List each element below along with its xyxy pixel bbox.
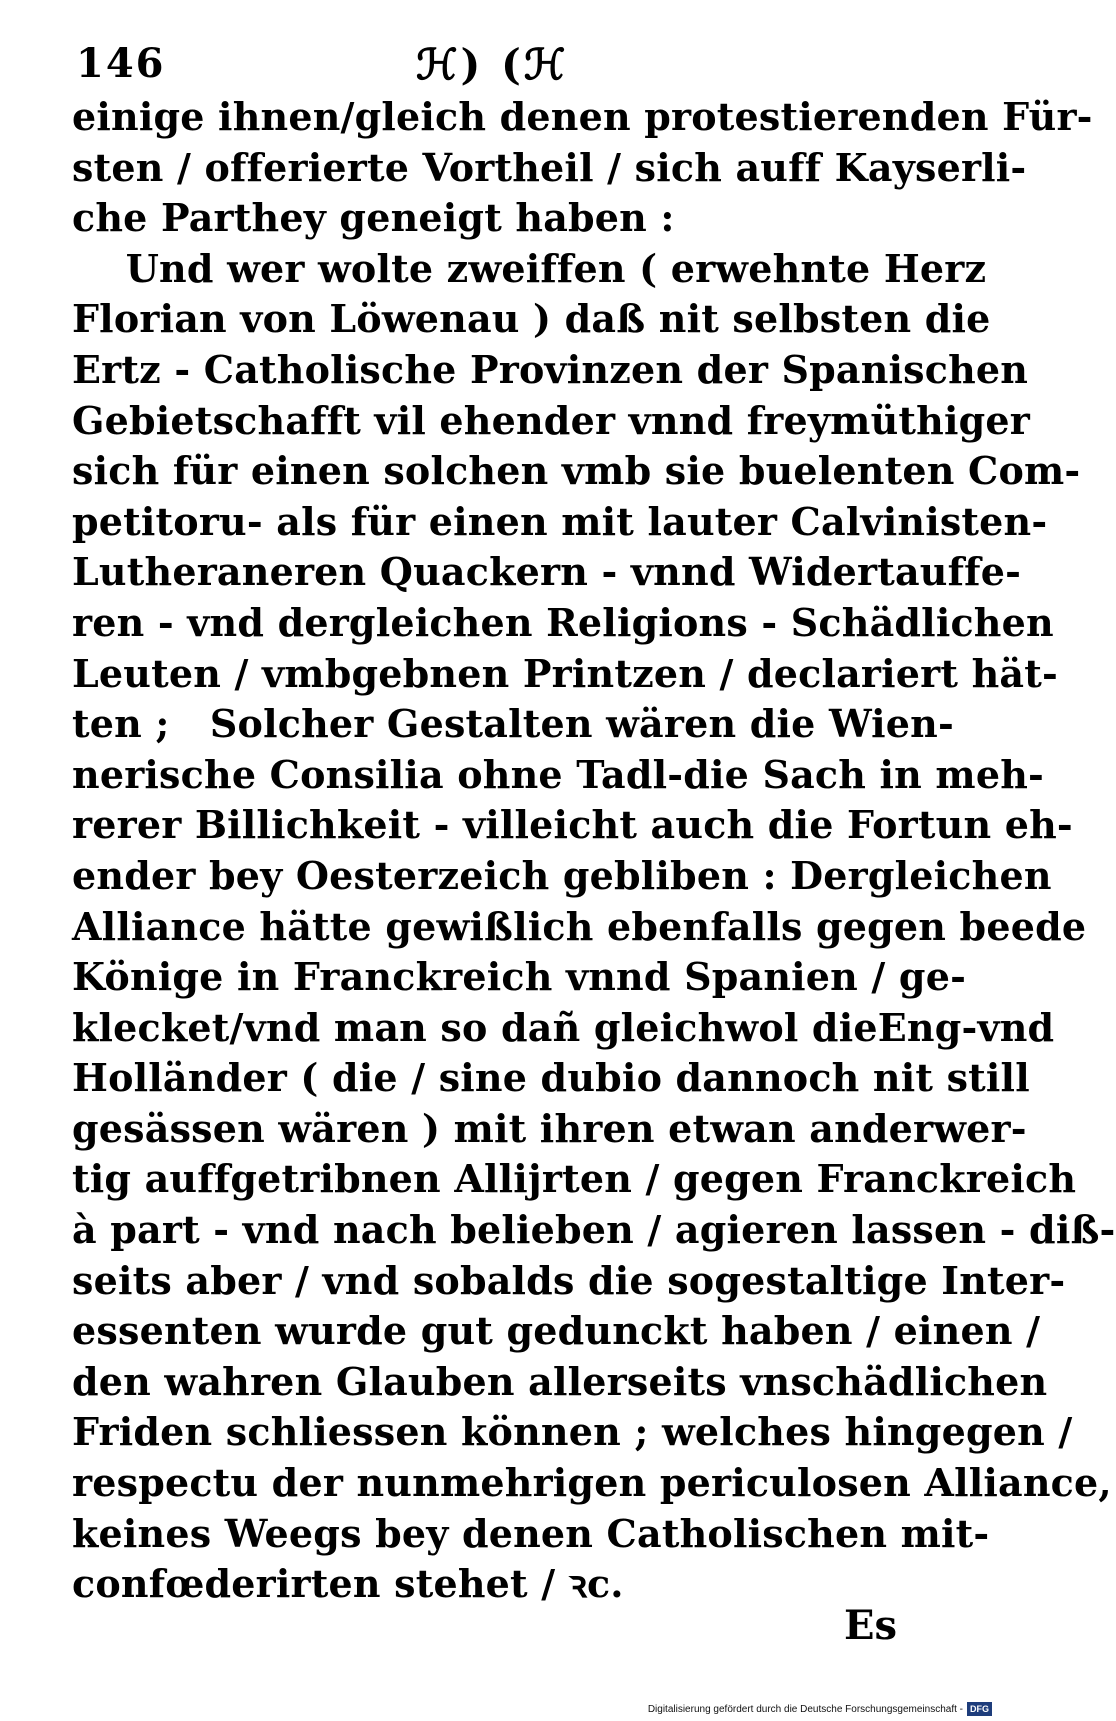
text-line: Ertz - Catholische Provinzen der Spanischen [72, 346, 1029, 392]
header-ornament: ℋ) (ℋ [416, 40, 569, 89]
text-line: nerische Consilia ohne Tadl-die Sach in meh- [72, 751, 1044, 797]
text-line: tig auffgetribnen Allijrten / gegen Franckreich [72, 1156, 1077, 1202]
digitization-footer [648, 1701, 992, 1717]
text-line: sich für einen solchen vmb sie buelenten Com- [72, 448, 1081, 494]
text-line: ren - vnd dergleichen Religions - Schädlichen [72, 599, 1054, 645]
text-line: che Parthey geneigt haben : [72, 195, 675, 241]
text-line: gesässen wären ) mit ihren etwan anderwer- [72, 1105, 1027, 1151]
text-line: seits aber / vnd sobalds die sogestaltige Inter- [72, 1257, 1066, 1303]
page-number: 146 [76, 40, 166, 87]
text-line: sten / offerierte Vortheil / sich auff Kayserli- [72, 144, 1027, 190]
text-line: Lutheraneren Quackern - vnnd Widertauffe- [72, 549, 1022, 595]
body-text [72, 92, 1116, 1610]
text-line: essenten wurde gut gedunckt haben / einen / [72, 1308, 1041, 1354]
text-line: den wahren Glauben allerseits vnschädlichen [72, 1358, 1048, 1404]
text-line: petitoru- als für einen mit lauter Calvinisten- [72, 498, 1048, 544]
text-line: Friden schliessen können ; welches hingegen / [72, 1409, 1073, 1455]
text-line: einige ihnen/gleich denen protestierenden Für- [72, 94, 1093, 139]
catchword: Es [844, 1602, 898, 1649]
text-line: Florian von Löwenau ) daß nit selbsten die [72, 296, 991, 342]
text-line: à part - vnd nach belieben / agieren lassen - diß- [72, 1207, 1116, 1253]
text-line: Holländer ( die / sine dubio dannoch nit still [72, 1055, 1030, 1101]
page-header [76, 40, 936, 96]
text-line: Könige in Franckreich vnnd Spanien / ge- [72, 954, 967, 1000]
text-line: Alliance hätte gewißlich ebenfalls gegen beede [72, 903, 1087, 949]
text-line: confœderirten stehet / ꝛc. [72, 1561, 624, 1607]
text-line: keines Weegs bey denen Catholischen mit- [72, 1510, 990, 1556]
text-line: ten ; Solcher Gestalten wären die Wien- [72, 701, 954, 747]
text-line: rerer Billichkeit - villeicht auch die Fortun eh- [72, 802, 1073, 848]
text-line: respectu der nunmehrigen periculosen Alliance, [72, 1460, 1112, 1506]
text-line: Und wer wolte zweiffen ( erwehnte Herz [72, 245, 987, 291]
footer-credit: Digitalisierung gefördert durch die Deutsche Forschungsgemeinschaft - [647, 1703, 963, 1715]
text-line: klecket/vnd man so dañ gleichwol dieEng-vnd [72, 1004, 1055, 1050]
dfg-logo: DFG [967, 1702, 992, 1716]
text-line: Gebietschafft vil ehender vnnd freymüthiger [72, 397, 1030, 443]
text-line: Leuten / vmbgebnen Printzen / declariert hät- [72, 650, 1058, 696]
text-line: ender bey Oesterzeich gebliben : Dergleichen [72, 852, 1052, 898]
